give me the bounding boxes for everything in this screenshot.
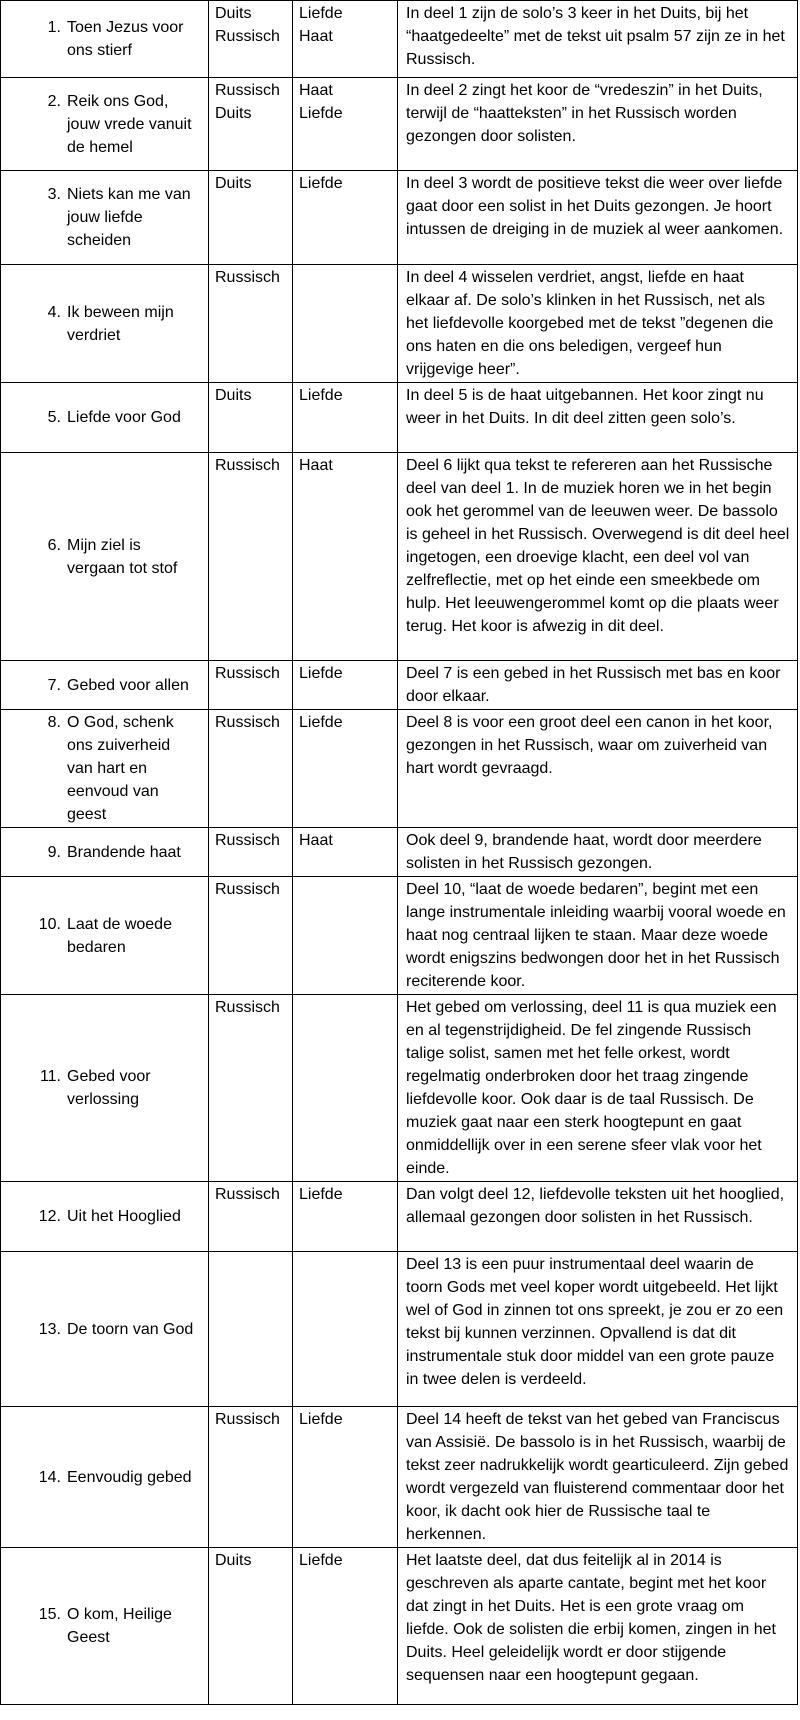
movement-title-cell (1, 453, 209, 661)
language-cell: Russisch (209, 995, 293, 1182)
movement-title-cell (1, 877, 209, 995)
movement-title: Mijn ziel is vergaan tot stof (67, 536, 178, 577)
theme-cell: Haat Liefde (293, 78, 398, 171)
table-row (1, 171, 798, 265)
movement-number: 6. (47, 536, 61, 554)
movement-number: 3. (47, 186, 61, 203)
table-row (1, 453, 798, 661)
theme-cell: Liefde (293, 1182, 398, 1252)
description-cell: In deel 3 wordt de positieve tekst die weer over liefde gaat door een solist in het Duits gezongen. Je hoort intussen de dreiging in de muziek al weer aankomen. (398, 171, 798, 265)
theme-cell: Liefde Haat (293, 1, 398, 78)
movement-number: 9. (47, 843, 61, 861)
movement-number: 12. (38, 1208, 61, 1225)
table-row (1, 1182, 798, 1252)
theme-cell (293, 265, 398, 383)
movement-title: Gebed voor allen (67, 676, 189, 694)
movement-title-cell (1, 995, 209, 1182)
theme-cell: Liefde (293, 1407, 398, 1548)
language-cell: Duits (209, 171, 293, 265)
table-row (1, 78, 798, 171)
theme-cell (293, 1252, 398, 1407)
description-cell: In deel 2 zingt het koor de “vredeszin” in het Duits, terwijl de “haatteksten” in het Russisch worden gezongen door solisten. (398, 78, 798, 171)
movement-title-cell (1, 1407, 209, 1548)
movement-title: Niets kan me van jouw liefde scheiden (67, 186, 191, 249)
theme-cell (293, 995, 398, 1182)
language-cell: Russisch (209, 661, 293, 710)
description-cell: Dan volgt deel 12, liefdevolle teksten uit het hooglied, allemaal gezongen door solisten in het Russisch. (398, 1182, 798, 1252)
movement-title: O God, schenk ons zuiverheid van hart en eenvoud van geest (67, 714, 174, 823)
language-cell: Duits Russisch (209, 1, 293, 78)
table-row (1, 1548, 798, 1705)
language-cell: Russisch (209, 453, 293, 661)
table-row (1, 1407, 798, 1548)
movement-number: 5. (47, 409, 61, 426)
description-cell: Deel 14 heeft de tekst van het gebed van Franciscus van Assisië. De bassolo is in het Russisch, waarbij de tekst zeer nadrukkelijk wordt gearticuleerd. Zijn gebed wordt vergezeld van fluisterend commentaar door het koor, ik dacht ook hier de Russische taal te herkennen. (398, 1407, 798, 1548)
movement-title-cell (1, 1182, 209, 1252)
theme-cell: Liefde (293, 661, 398, 710)
theme-cell: Liefde (293, 171, 398, 265)
language-cell: Russisch Duits (209, 78, 293, 171)
description-cell: Deel 8 is voor een groot deel een canon in het koor, gezongen in het Russisch, waar om zuiverheid van hart wordt gevraagd. (398, 710, 798, 828)
movement-title-cell (1, 1, 209, 78)
theme-cell: Liefde (293, 383, 398, 453)
movement-title: Eenvoudig gebed (67, 1468, 192, 1486)
table-row (1, 710, 798, 828)
table-row (1, 1, 798, 78)
movement-title-cell (1, 710, 209, 828)
movement-title: Gebed voor verlossing (67, 1068, 151, 1108)
movement-title: Uit het Hooglied (67, 1208, 181, 1225)
movement-title-cell (1, 265, 209, 383)
language-cell: Duits (209, 383, 293, 453)
movement-title: Toen Jezus voor ons stierf (67, 19, 184, 59)
movement-title-cell (1, 383, 209, 453)
table-row (1, 1252, 798, 1407)
movement-number: 2. (47, 92, 61, 110)
movements-table-body (1, 1, 798, 1705)
movement-number: 1. (47, 19, 61, 36)
movement-title-cell (1, 828, 209, 877)
movement-title: Reik ons God, jouw vrede vanuit de hemel (67, 92, 192, 156)
description-cell: Het gebed om verlossing, deel 11 is qua muziek een en al tegenstrijdigheid. De fel zingende Russisch talige solist, samen met het felle orkest, wordt regelmatig onderbroken door het traag zingende liefdevolle koor. Ook daar is de taal Russisch. De muziek gaat naar een sterk hoogtepunt en gaat onmiddellijk over in een serene sfeer vlak voor het einde. (398, 995, 798, 1182)
language-cell: Russisch (209, 828, 293, 877)
movement-title-cell (1, 661, 209, 710)
movement-number: 7. (47, 676, 61, 694)
description-cell: In deel 5 is de haat uitgebannen. Het koor zingt nu weer in het Duits. In dit deel zitten geen solo’s. (398, 383, 798, 453)
movement-number: 8. (47, 714, 61, 731)
language-cell (209, 1252, 293, 1407)
movement-number: 15. (38, 1606, 61, 1623)
description-cell: In deel 4 wisselen verdriet, angst, liefde en haat elkaar af. De solo’s klinken in het Russisch, net als het liefdevolle koorgebed met de tekst ”degenen die ons haten en die ons beledigen, vergeef hun vrijgevige heer”. (398, 265, 798, 383)
description-cell: Deel 7 is een gebed in het Russisch met bas en koor door elkaar. (398, 661, 798, 710)
movement-title: Laat de woede bedaren (67, 915, 172, 956)
description-cell: Het laatste deel, dat dus feitelijk al in 2014 is geschreven als aparte cantate, begint met het koor dat zingt in het Duits. Het is een grote vraag om liefde. Ook de solisten die erbij komen, zingen in het Duits. Heel geleidelijk wordt er door stijgende sequensen naar een hoogtepunt gegaan. (398, 1548, 798, 1705)
description-cell: Deel 10, “laat de woede bedaren”, begint met een lange instrumentale inleiding waarbij vooral woede en haat nog centraal lijken te staan. Maar deze woede wordt enigszins bedwongen door het in het Russisch reciterende koor. (398, 877, 798, 995)
movement-title: Liefde voor God (67, 409, 181, 426)
table-row (1, 265, 798, 383)
movement-title-cell (1, 1252, 209, 1407)
movement-title: De toorn van God (67, 1320, 194, 1338)
table-row (1, 661, 798, 710)
description-cell: In deel 1 zijn de solo’s 3 keer in het Duits, bij het “haatgedeelte” met de tekst uit psalm 57 zijn ze in het Russisch. (398, 1, 798, 78)
theme-cell: Haat (293, 453, 398, 661)
movement-number: 10. (38, 915, 61, 933)
movement-title: Ik beween mijn verdriet (67, 303, 174, 344)
movement-number: 13. (38, 1320, 61, 1338)
theme-cell: Liefde (293, 710, 398, 828)
movement-title-cell (1, 78, 209, 171)
description-cell: Ook deel 9, brandende haat, wordt door meerdere solisten in het Russisch gezongen. (398, 828, 798, 877)
movement-title: Brandende haat (67, 843, 181, 861)
movement-title-cell (1, 1548, 209, 1705)
table-row (1, 995, 798, 1182)
movement-number: 14. (38, 1468, 61, 1486)
theme-cell: Haat (293, 828, 398, 877)
language-cell: Russisch (209, 877, 293, 995)
description-cell: Deel 13 is een puur instrumentaal deel waarin de toorn Gods met veel koper wordt uitgebeeld. Het lijkt wel of God in zinnen tot ons spreekt, je zou er zo een tekst bij kunnen verzinnen. Opvallend is dat dit instrumentale stuk door middel van een grote pauze in twee delen is verdeeld. (398, 1252, 798, 1407)
table-row (1, 828, 798, 877)
description-cell: Deel 6 lijkt qua tekst te refereren aan het Russische deel van deel 1. In de muziek horen we in het begin ook het gerommel van de leeuwen weer. De bassolo is geheel in het Russisch. Overwegend is dit deel heel ingetogen, een droevige klacht, een deel vol van zelfreflectie, met op het einde een smeekbede om hulp. Het leeuwengerommel komt op die plaats weer terug. Het koor is afwezig in dit deel. (398, 453, 798, 661)
language-cell: Russisch (209, 1182, 293, 1252)
theme-cell: Liefde (293, 1548, 398, 1705)
language-cell: Russisch (209, 265, 293, 383)
movement-title: O kom, Heilige Geest (67, 1606, 172, 1646)
language-cell: Duits (209, 1548, 293, 1705)
table-row (1, 383, 798, 453)
movement-number: 11. (39, 1068, 61, 1085)
language-cell: Russisch (209, 1407, 293, 1548)
table-row (1, 877, 798, 995)
movement-number: 4. (47, 303, 61, 321)
movement-title-cell (1, 171, 209, 265)
theme-cell (293, 877, 398, 995)
language-cell: Russisch (209, 710, 293, 828)
